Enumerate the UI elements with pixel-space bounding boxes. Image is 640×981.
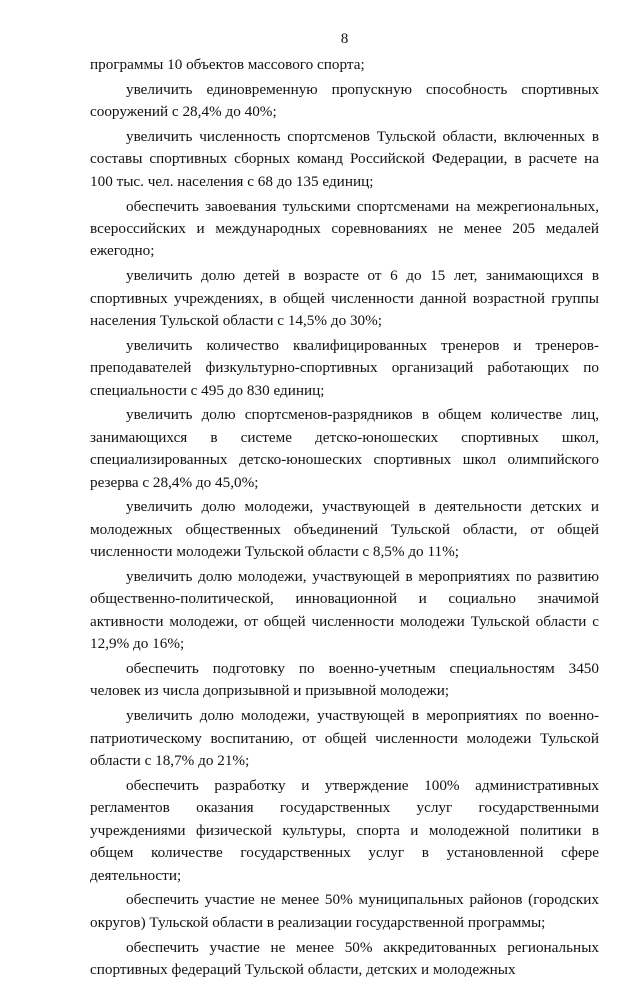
paragraph-3: увеличить численность спортсменов Тульской области, включенных в составы спортивных сборных команд Российской Федерации, в расчете на 100 тыс. чел. населения с 68 до 135 единиц; (90, 128, 599, 190)
paragraph-4: обеспечить завоевания тульскими спортсменами на межрегиональных, всероссийских и международных соревнованиях не менее 205 медалей ежегодно; (90, 197, 599, 260)
paragraph-9: увеличить долю молодежи, участвующей в мероприятиях по развитию общественно-политической, инновационной и социально значимой активности молодежи, от общей численности молодежи Тульской области с 12,9% до 16%; (90, 568, 599, 653)
paragraph-10: обеспечить подготовку по военно-учетным специальностям 3450 человек из числа допризывной и призывной молодежи; (90, 660, 599, 700)
paragraph-13: обеспечить участие не менее 50% муниципальных районов (городских округов) Тульской области в реализации государственной программы; (90, 891, 599, 931)
paragraph-7: увеличить долю спортсменов-разрядников в общем количестве лиц, занимающихся в системе детско-юношеских спортивных школ, специализированных детско-юношеских спортивных школ олимпийского резерва с 28,4% до 45,0%; (90, 406, 599, 491)
paragraph-11: увеличить долю молодежи, участвующей в мероприятиях по военно-патриотическому воспитанию, от общей численности молодежи Тульской области с 18,7% до 21%; (90, 707, 599, 770)
paragraph-1: программы 10 объектов массового спорта; (90, 56, 365, 73)
paragraph-8: увеличить долю молодежи, участвующей в деятельности детских и молодежных общественных объединений Тульской области, от общей численности молодежи Тульской области с 8,5% до 11%; (90, 498, 599, 561)
document-page (90, 28, 599, 981)
paragraph-12: обеспечить разработку и утверждение 100% административных регламентов оказания государственных услуг государственными учреждениями физической культуры, спорта и молодежной политики в общем количестве государственных услуг в установленной сфере деятельности; (90, 776, 599, 884)
paragraph-14: обеспечить участие не менее 50% аккредитованных региональных спортивных федераций Тульской области, детских и молодежных (90, 938, 599, 978)
paragraph-2: увеличить единовременную пропускную способность спортивных сооружений с 28,4% до 40%; (90, 80, 599, 121)
page-number: 8 (340, 30, 349, 47)
paragraph-5: увеличить долю детей в возрасте от 6 до 15 лет, занимающихся в спортивных учреждениях, в общей численности данной возрастной группы населения Тульской области с 14,5% до 30%; (90, 267, 599, 330)
paragraph-6: увеличить количество квалифицированных тренеров и тренеров-преподавателей физкультурно-спортивных организаций работающих по специальности с 495 до 830 единиц; (90, 336, 599, 399)
